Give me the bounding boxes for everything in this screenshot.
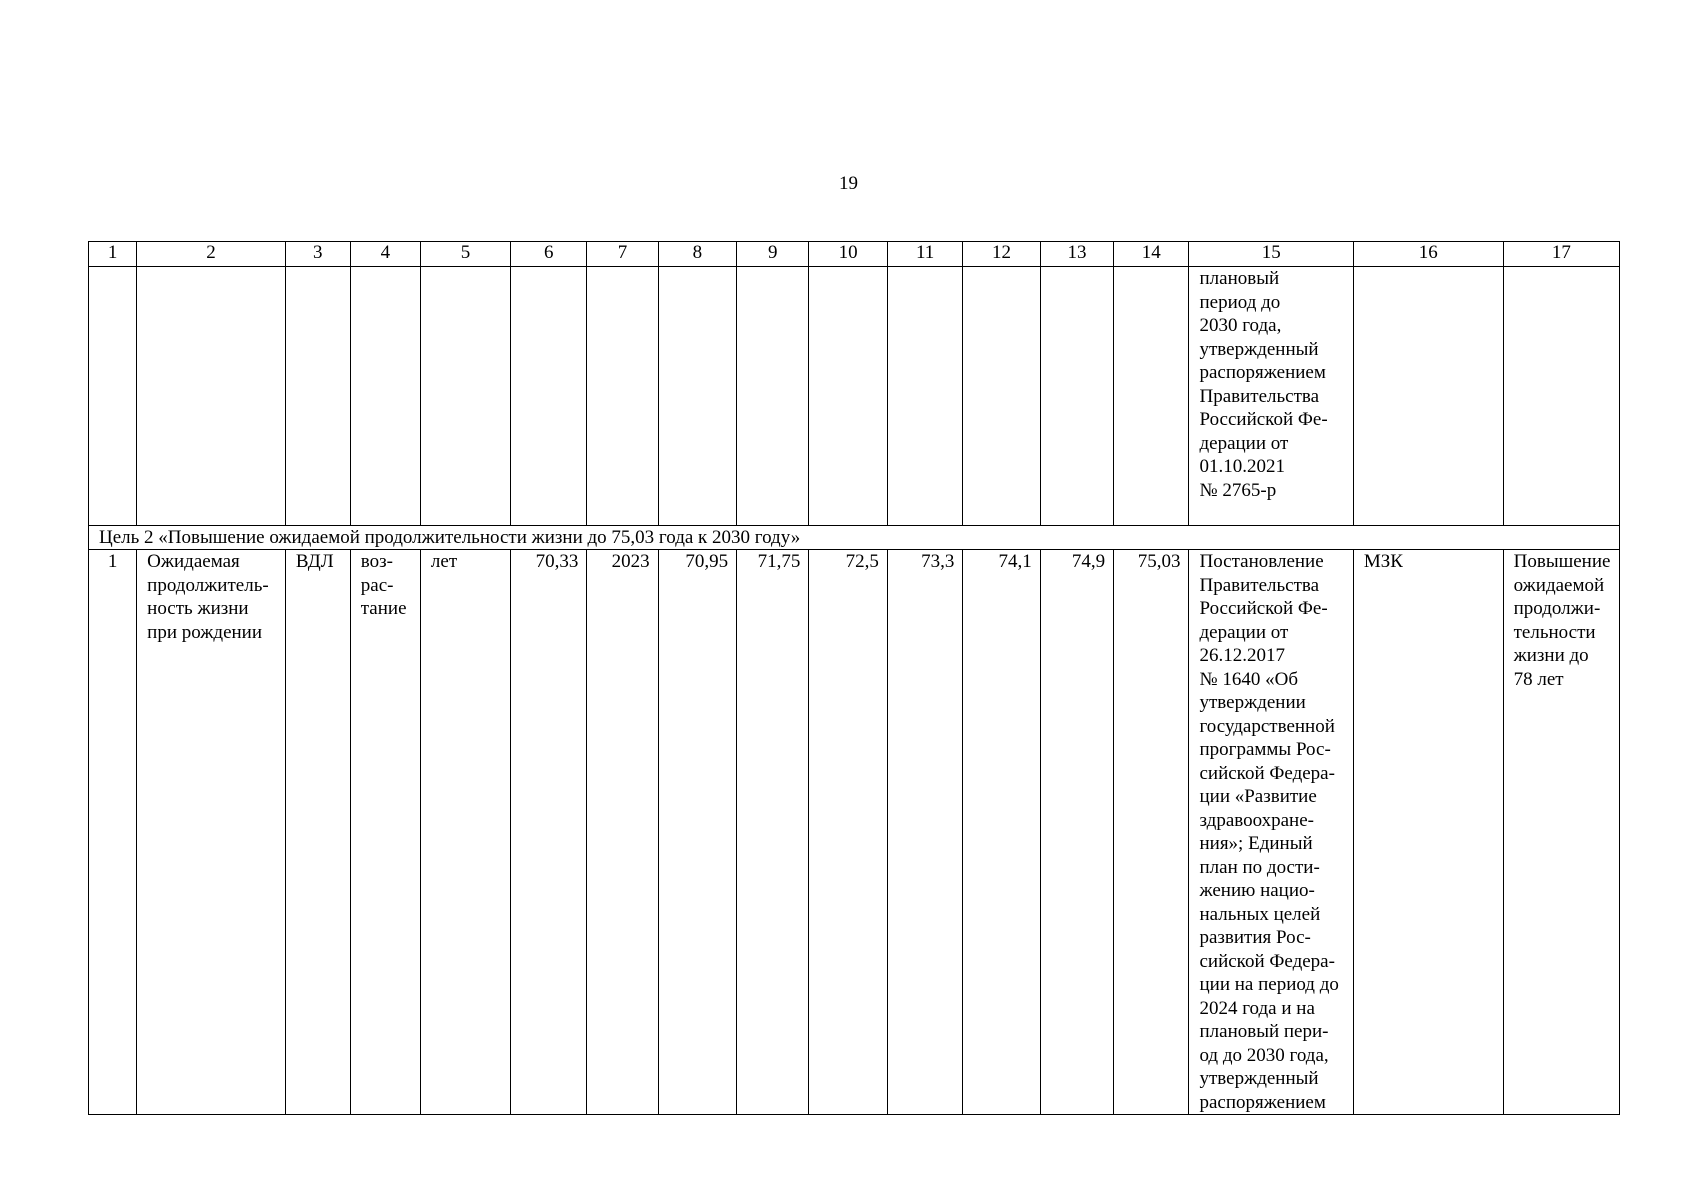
unit: лет	[420, 550, 510, 1115]
trend-direction: воз- рас- тание	[350, 550, 420, 1115]
document-reference-cell: Постановление Правительства Российской Фе- дерации от 26.12.2017 № 1640 «Об утверждении государственной программы Рос- сийской Федера- ции «Развитие здравоохране- ния»; Единый план по дости- жению нацио- нальных целей развития Рос- сийской Федера- ции на период до 2024 года и на плановый пери- од до 2030 года, утвержденный распоряжением	[1189, 550, 1353, 1115]
column-number: 13	[1040, 242, 1113, 267]
column-number: 17	[1503, 242, 1619, 267]
base-value: 70,33	[510, 550, 586, 1115]
column-number: 15	[1189, 242, 1353, 267]
table-cell	[1114, 267, 1189, 526]
page-number: 19	[839, 173, 858, 194]
target-note-cell: Повышение ожидаемой продолжи- тельности жизни до 78 лет	[1503, 550, 1619, 1115]
base-year: 2023	[587, 550, 658, 1115]
column-number: 16	[1353, 242, 1503, 267]
indicator-name: Ожидаемая продолжитель- ность жизни при рождении	[137, 550, 286, 1115]
value-cell: 74,9	[1040, 550, 1113, 1115]
column-number: 10	[809, 242, 888, 267]
value-cell: 74,1	[963, 550, 1040, 1115]
indicators-table	[88, 241, 1620, 1115]
table-cell	[587, 267, 658, 526]
column-number: 6	[510, 242, 586, 267]
table-cell	[285, 267, 350, 526]
value-cell: 71,75	[737, 550, 809, 1115]
document-reference-cell: плановый период до 2030 года, утвержденный распоряжением Правительства Российской Фе- дерации от 01.10.2021 № 2765-р	[1189, 267, 1353, 526]
value-cell: 72,5	[809, 550, 888, 1115]
column-number: 3	[285, 242, 350, 267]
value-cell: 75,03	[1114, 550, 1189, 1115]
column-number: 12	[963, 242, 1040, 267]
table-cell	[350, 267, 420, 526]
table-cell	[510, 267, 586, 526]
table-cell	[963, 267, 1040, 526]
indicator-level: ВДЛ	[285, 550, 350, 1115]
column-number-row	[89, 242, 1620, 267]
table-cell	[658, 267, 737, 526]
goal-title: Цель 2 «Повышение ожидаемой продолжительности жизни до 75,03 года к 2030 году»	[89, 526, 1620, 550]
table-cell	[887, 267, 962, 526]
responsible-cell: МЗК	[1353, 550, 1503, 1115]
column-number: 8	[658, 242, 737, 267]
goal-row	[89, 526, 1620, 550]
table-cell	[137, 267, 286, 526]
table-cell	[1353, 267, 1503, 526]
column-number: 1	[89, 242, 137, 267]
column-number: 2	[137, 242, 286, 267]
column-number: 7	[587, 242, 658, 267]
column-number: 14	[1114, 242, 1189, 267]
value-cell: 70,95	[658, 550, 737, 1115]
value-cell: 73,3	[887, 550, 962, 1115]
table-cell	[1040, 267, 1113, 526]
row-number: 1	[89, 550, 137, 1115]
table-cell	[89, 267, 137, 526]
table-row	[89, 550, 1620, 1115]
column-number: 4	[350, 242, 420, 267]
table-cell	[420, 267, 510, 526]
continuation-row	[89, 267, 1620, 526]
column-number: 11	[887, 242, 962, 267]
column-number: 9	[737, 242, 809, 267]
table-cell	[737, 267, 809, 526]
table-cell	[1503, 267, 1619, 526]
column-number: 5	[420, 242, 510, 267]
table-cell	[809, 267, 888, 526]
